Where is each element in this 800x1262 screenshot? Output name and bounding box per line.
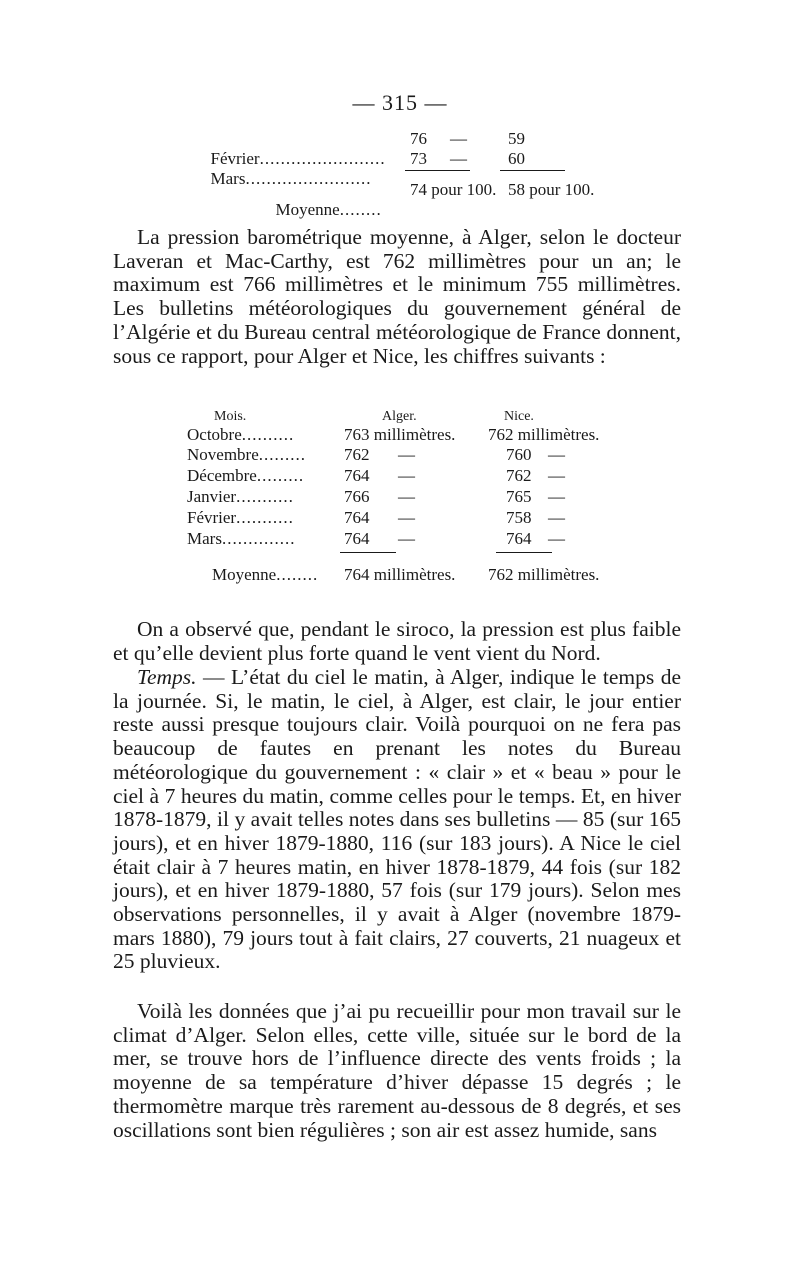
total-row bbox=[212, 565, 318, 585]
ditto-mark: — bbox=[548, 466, 565, 485]
total-label: Moyenne bbox=[275, 200, 340, 219]
table-cell: — bbox=[450, 129, 467, 148]
total-cell: 74 pour 100. bbox=[410, 180, 497, 199]
row-label: Décembre bbox=[187, 466, 257, 485]
row-label: Mars bbox=[210, 169, 246, 188]
table-row bbox=[187, 445, 306, 465]
alger-cell: 764 bbox=[344, 529, 370, 548]
table-cell: 59 bbox=[508, 129, 525, 148]
col-header-mois: Mois. bbox=[214, 409, 247, 424]
nice-cell: 765 bbox=[506, 487, 532, 506]
paragraph-text: — L’état du ciel le matin, à Alger, indique le temps de la journée. Si, le matin, le ciel, à Alger, est clair, le jour entier reste aussi presque toujours clair. Voilà pourquoi on ne fera pas beaucoup de fautes en prenant les notes du Bureau météorologique du gouvernement : « clair » et « beau » pour le ciel à 7 heures du matin, comme celles pour le temps. Et, en hiver 1878-1879, il y avait telles notes dans ses bulletins — 85 (sur 165 jours), et en hiver 1879-1880, 116 (sur 183 jours). A Nice le ciel était clair à 7 heures matin, en hiver 1878-1879, 44 fois (sur 182 jours), et en hiver 1879-1880, 57 fois (sur 179 jours). Selon mes observations personnelles, il y avait à Alger (novembre 1879-mars 1880), 79 jours tout à fait clairs, 27 couverts, 21 nuageux et 25 pluvieux. bbox=[113, 665, 681, 974]
table-row bbox=[187, 508, 294, 528]
nice-cell: 758 bbox=[506, 508, 532, 527]
ditto-mark: — bbox=[548, 445, 565, 464]
paragraph-body bbox=[113, 666, 681, 974]
sum-rule bbox=[340, 552, 396, 553]
paragraph-siroco bbox=[113, 618, 681, 665]
leader-dots: ........... bbox=[236, 508, 294, 527]
leader-dots: ........................ bbox=[245, 169, 372, 188]
row-label: Janvier bbox=[187, 487, 237, 506]
ditto-mark: — bbox=[398, 466, 415, 485]
ditto-mark: — bbox=[398, 529, 415, 548]
table-row bbox=[187, 487, 294, 507]
total-label: Moyenne bbox=[212, 565, 277, 584]
ditto-mark: — bbox=[548, 508, 565, 527]
paragraph-temps bbox=[113, 666, 681, 974]
ditto-mark: — bbox=[548, 487, 565, 506]
ditto-mark: — bbox=[398, 508, 415, 527]
table-cell: 73 bbox=[410, 149, 427, 168]
page-number: — 315 — bbox=[352, 90, 448, 115]
sum-rule bbox=[496, 552, 552, 553]
nice-total: 762 millimètres. bbox=[488, 565, 600, 584]
table-row bbox=[187, 425, 294, 445]
leader-dots: .......... bbox=[241, 425, 295, 444]
row-label: Mars bbox=[187, 529, 222, 548]
section-heading: Temps. bbox=[137, 665, 197, 689]
paragraph-text: Voilà les données que j’ai pu recueillir pour mon travail sur le climat d’Alger. Selon elles, cette ville, située sur le bord de la mer, se trouve hors de l’influence directe des vents froids ; la moyenne de sa température d’hiver dépasse 15 degrés ; le thermomètre marque très rarement au-dessous de 8 degrés, et ses oscillations sont bien régulières ; son air est assez humide, sans bbox=[113, 999, 681, 1142]
row-label: Octobre bbox=[187, 425, 242, 444]
leader-dots: ........................ bbox=[259, 149, 386, 168]
table-row bbox=[187, 466, 304, 486]
nice-cell: 762 millimètres. bbox=[488, 425, 600, 444]
table-cell: 60 bbox=[508, 149, 525, 168]
row-label: Février bbox=[210, 149, 260, 168]
alger-cell: 762 bbox=[344, 445, 370, 464]
alger-cell: 763 millimètres. bbox=[344, 425, 456, 444]
col-header-alger: Alger. bbox=[382, 409, 417, 424]
alger-cell: 766 bbox=[344, 487, 370, 506]
paragraph-conclusion bbox=[113, 1000, 681, 1142]
alger-cell: 764 bbox=[344, 508, 370, 527]
table-cell: — bbox=[450, 149, 467, 168]
paragraph-text: La pression barométrique moyenne, à Alger, selon le docteur Laveran et Mac-Carthy, est 762 millimètres pour un an; le maximum est 766 millimètres et le minimum 755 millimètres. Les bulletins météorologiques du gouvernement général de l’Algérie et du Bureau central météorologique de France donnent, sous ce rapport, pour Alger et Nice, les chiffres suivants : bbox=[113, 225, 681, 368]
leader-dots: ........ bbox=[339, 200, 382, 219]
nice-cell: 760 bbox=[506, 445, 532, 464]
ditto-mark: — bbox=[398, 445, 415, 464]
leader-dots: ........ bbox=[276, 565, 319, 584]
ditto-mark: — bbox=[548, 529, 565, 548]
leader-dots: ........... bbox=[236, 487, 294, 506]
table-row bbox=[187, 529, 295, 549]
pressure-table bbox=[0, 0, 800, 600]
nice-cell: 764 bbox=[506, 529, 532, 548]
alger-cell: 764 bbox=[344, 466, 370, 485]
leader-dots: .............. bbox=[221, 529, 296, 548]
leader-dots: ......... bbox=[256, 466, 305, 485]
nice-cell: 762 bbox=[506, 466, 532, 485]
leader-dots: ......... bbox=[258, 445, 307, 464]
row-label: Février bbox=[187, 508, 237, 527]
total-cell: 58 pour 100. bbox=[508, 180, 595, 199]
col-header-nice: Nice. bbox=[504, 409, 534, 424]
ditto-mark: — bbox=[398, 487, 415, 506]
row-label: Novembre bbox=[187, 445, 259, 464]
table-cell: 76 bbox=[410, 129, 427, 148]
alger-total: 764 millimètres. bbox=[344, 565, 456, 584]
paragraph-text: On a observé que, pendant le siroco, la pression est plus faible et qu’elle devient plus forte quand le vent vient du Nord. bbox=[113, 617, 681, 665]
